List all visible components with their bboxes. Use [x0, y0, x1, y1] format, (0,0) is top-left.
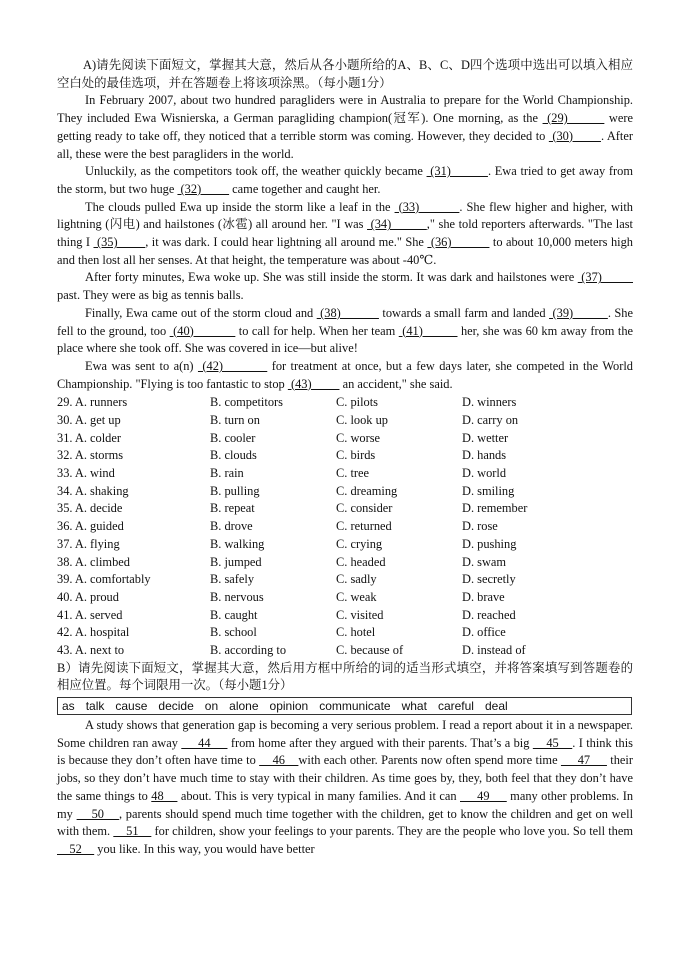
- section-a-paragraph: After forty minutes, Ewa woke up. She was still inside the storm. It was dark and hailstones were (37) past. They were as big as tennis balls.: [57, 270, 633, 303]
- answer-blank[interactable]: (34): [367, 217, 427, 232]
- option-row: [57, 465, 633, 483]
- answer-blank[interactable]: (32): [177, 181, 230, 196]
- option-choice[interactable]: C. weak: [336, 589, 377, 604]
- option-choice[interactable]: B. school: [210, 625, 257, 640]
- option-choice[interactable]: C. visited: [336, 607, 384, 622]
- option-choice[interactable]: D. office: [462, 625, 506, 640]
- option-row: [57, 536, 633, 554]
- word-box-item: communicate: [319, 699, 391, 714]
- answer-blank[interactable]: (33): [394, 199, 460, 214]
- option-row: [57, 624, 633, 642]
- option-choice[interactable]: D. rose: [462, 519, 498, 534]
- answer-blank[interactable]: (43): [287, 376, 340, 391]
- section-a-paragraph: In February 2007, about two hundred paragliders were in Australia to prepare for the World Championship. They included Ewa Wisnierska, a German paragliding champion(冠军). One morning, as the (29) were getting ready to take off, they noticed that a terrible storm was coming. However, they decided to (30) . After all, these were the best paragliders in the world.: [57, 93, 634, 161]
- option-row: [57, 430, 633, 448]
- option-choice[interactable]: 29. A. runners: [57, 395, 128, 410]
- option-choice[interactable]: C. consider: [336, 501, 393, 516]
- section-a-paragraph: Unluckily, as the competitors took off, the weather quickly became (31) . Ewa tried to get away from the storm, but two huge (32) came together and caught her.: [57, 164, 633, 196]
- option-choice[interactable]: C. birds: [336, 448, 376, 463]
- option-choice[interactable]: D. brave: [462, 589, 505, 604]
- answer-blank[interactable]: (35): [93, 235, 146, 250]
- option-row: [57, 394, 633, 412]
- option-choice[interactable]: 38. A. climbed: [57, 554, 130, 569]
- section-a-paragraph: The clouds pulled Ewa up inside the storm like a leaf in the (33) . She flew higher and higher, with lightning (闪电) and hailstones (冰雹) all around her. "I was (34) ," she told reporters afterwards. "The last thing I (35) , it was dark. I could hear lightning all around me." She (36) to about 10,000 meters high and then lost all her senses. At that height, the temperature was about -40℃.: [57, 199, 634, 267]
- answer-blank[interactable]: (36): [427, 235, 490, 250]
- option-choice[interactable]: D. remember: [462, 501, 528, 516]
- option-choice[interactable]: D. pushing: [462, 536, 517, 551]
- option-choice[interactable]: 39. A. comfortably: [57, 572, 151, 587]
- option-choice[interactable]: 37. A. flying: [57, 536, 120, 551]
- option-choice[interactable]: 32. A. storms: [57, 448, 124, 463]
- section-b-passage: [57, 717, 633, 859]
- option-choice[interactable]: C. dreaming: [336, 483, 398, 498]
- word-box: [57, 697, 632, 715]
- word-box-item: as: [62, 699, 75, 714]
- option-choice[interactable]: B. drove: [210, 519, 253, 534]
- option-choice[interactable]: B. clouds: [210, 448, 257, 463]
- word-box-item: alone: [229, 699, 259, 714]
- option-choice[interactable]: B. cooler: [210, 430, 256, 445]
- word-box-item: cause: [115, 699, 148, 714]
- word-box-item: careful: [437, 699, 474, 714]
- section-b-paragraph: A study shows that generation gap is becoming a very serious problem. I read a report about it in a newspaper. Some children ran away 44 from home after they argued with their parents. That’s a big 45 . I think this is because they don’t often have time to 46 with each other. Parents now often spend more time 47 their jobs, so they don’t have much time to stay with their children. As time goes by, they, both feel that they don’t have the same things to 48 about. This is very typical in many families. And it can 49 many other problems. In my 50 , parents should spend much time together with the children, get to know the children and get on well with them. 51 for children, show your feelings to your parents. They are the people who love you. So tell them 52 you like. In this way, you would have better: [57, 718, 634, 856]
- option-choice[interactable]: D. wetter: [462, 430, 509, 445]
- answer-blank[interactable]: (39): [549, 305, 608, 320]
- option-choice[interactable]: D. carry on: [462, 413, 519, 428]
- option-choice[interactable]: C. returned: [336, 519, 392, 534]
- option-choice[interactable]: D. reached: [462, 607, 516, 622]
- word-box-item: opinion: [269, 699, 309, 714]
- option-choice[interactable]: D. secretly: [462, 572, 516, 587]
- section-a-instruction: A)请先阅读下面短文，掌握其大意，然后从各小题所给的A、B、C、D四个选项中选出可以填入相应空白处的最佳选项，并在答题卷上将该项涂黑。（每小题1分）: [57, 58, 633, 90]
- option-choice[interactable]: B. rain: [210, 466, 244, 481]
- option-choice[interactable]: 33. A. wind: [57, 466, 115, 481]
- option-choice[interactable]: B. nervous: [210, 589, 264, 604]
- word-box-item: on: [204, 699, 219, 714]
- option-choice[interactable]: B. safely: [210, 572, 255, 587]
- option-choice[interactable]: B. walking: [210, 536, 265, 551]
- answer-blank[interactable]: (41): [398, 323, 458, 338]
- option-choice[interactable]: 36. A. guided: [57, 519, 124, 534]
- word-box-item: decide: [158, 699, 194, 714]
- option-choice[interactable]: D. winners: [462, 395, 517, 410]
- option-choice[interactable]: D. instead of: [462, 642, 526, 657]
- option-choice[interactable]: B. turn on: [210, 413, 260, 428]
- option-choice[interactable]: 42. A. hospital: [57, 625, 130, 640]
- option-row: [57, 412, 633, 430]
- option-choice[interactable]: C. worse: [336, 430, 381, 445]
- option-row: [57, 483, 633, 501]
- answer-blank[interactable]: 47: [560, 753, 607, 768]
- word-box-item: what: [401, 699, 427, 714]
- answer-blank[interactable]: 46: [259, 753, 299, 768]
- option-choice[interactable]: D. swam: [462, 554, 507, 569]
- option-choice[interactable]: C. crying: [336, 536, 383, 551]
- option-row: [57, 642, 633, 660]
- option-choice[interactable]: B. jumped: [210, 554, 262, 569]
- option-choice[interactable]: D. world: [462, 466, 507, 481]
- option-choice[interactable]: 34. A. shaking: [57, 483, 129, 498]
- answer-blank[interactable]: 51: [113, 824, 152, 839]
- option-choice[interactable]: D. smiling: [462, 483, 515, 498]
- option-choice[interactable]: C. sadly: [336, 572, 377, 587]
- option-row: [57, 554, 633, 572]
- answer-blank[interactable]: (37): [577, 270, 633, 285]
- option-choice[interactable]: B. according to: [210, 642, 287, 657]
- answer-blank[interactable]: (30): [548, 128, 601, 143]
- answer-blank[interactable]: (31): [426, 164, 488, 179]
- option-choice[interactable]: B. repeat: [210, 501, 255, 516]
- answer-blank[interactable]: (42): [197, 358, 268, 373]
- answer-blank[interactable]: 52: [57, 842, 95, 856]
- section-a-paragraph: Finally, Ewa came out of the storm cloud and (38) towards a small farm and landed (39) . She fell to the ground, too (40) to call for help. When her team (41) her, she was 60 km away from the place where she took off. She was covered in ice—but alive!: [57, 305, 634, 356]
- option-choice[interactable]: C. pilots: [336, 395, 378, 410]
- option-choice[interactable]: B. competitors: [210, 395, 283, 410]
- answer-blank[interactable]: (29): [542, 111, 605, 126]
- option-choice[interactable]: 35. A. decide: [57, 501, 123, 516]
- answer-blank[interactable]: (40): [169, 323, 236, 338]
- answer-blank[interactable]: 45: [532, 735, 573, 750]
- section-a-options: [57, 394, 633, 659]
- answer-blank[interactable]: 48: [151, 788, 178, 803]
- option-choice[interactable]: C. hotel: [336, 625, 376, 640]
- option-row: [57, 518, 633, 536]
- option-choice[interactable]: C. because of: [336, 642, 404, 657]
- answer-blank[interactable]: 50: [76, 806, 119, 821]
- answer-blank[interactable]: (38): [316, 305, 379, 320]
- section-b-instruction: B）请先阅读下面短文，掌握其大意，然后用方框中所给的词的适当形式填空，并将答案填写到答题卷的相应位置。每个词限用一次。（每小题1分）: [57, 660, 633, 693]
- option-row: [57, 571, 633, 589]
- section-a-paragraph: Ewa was sent to a(n) (42) for treatment at once, but a few days later, she competed in the World Championship. "Flying is too fantastic to stop (43) an accident," she said.: [57, 358, 633, 391]
- option-choice[interactable]: 43. A. next to: [57, 642, 125, 657]
- option-choice[interactable]: C. tree: [336, 466, 370, 481]
- option-row: [57, 500, 633, 518]
- option-choice[interactable]: 30. A. get up: [57, 413, 121, 428]
- answer-blank[interactable]: 44: [181, 735, 228, 750]
- option-choice[interactable]: 31. A. colder: [57, 430, 122, 445]
- option-choice[interactable]: D. hands: [462, 448, 507, 463]
- section-a-passage: [57, 92, 633, 393]
- option-choice[interactable]: B. caught: [210, 607, 258, 622]
- option-choice[interactable]: 41. A. served: [57, 607, 123, 622]
- option-choice[interactable]: C. headed: [336, 554, 386, 569]
- option-choice[interactable]: B. pulling: [210, 483, 260, 498]
- option-choice[interactable]: 40. A. proud: [57, 589, 119, 604]
- option-row: [57, 447, 633, 465]
- option-row: [57, 589, 633, 607]
- word-box-item: talk: [85, 699, 105, 714]
- answer-blank[interactable]: 49: [460, 788, 507, 803]
- option-choice[interactable]: C. look up: [336, 413, 388, 428]
- option-row: [57, 607, 633, 625]
- word-box-item: deal: [484, 699, 508, 714]
